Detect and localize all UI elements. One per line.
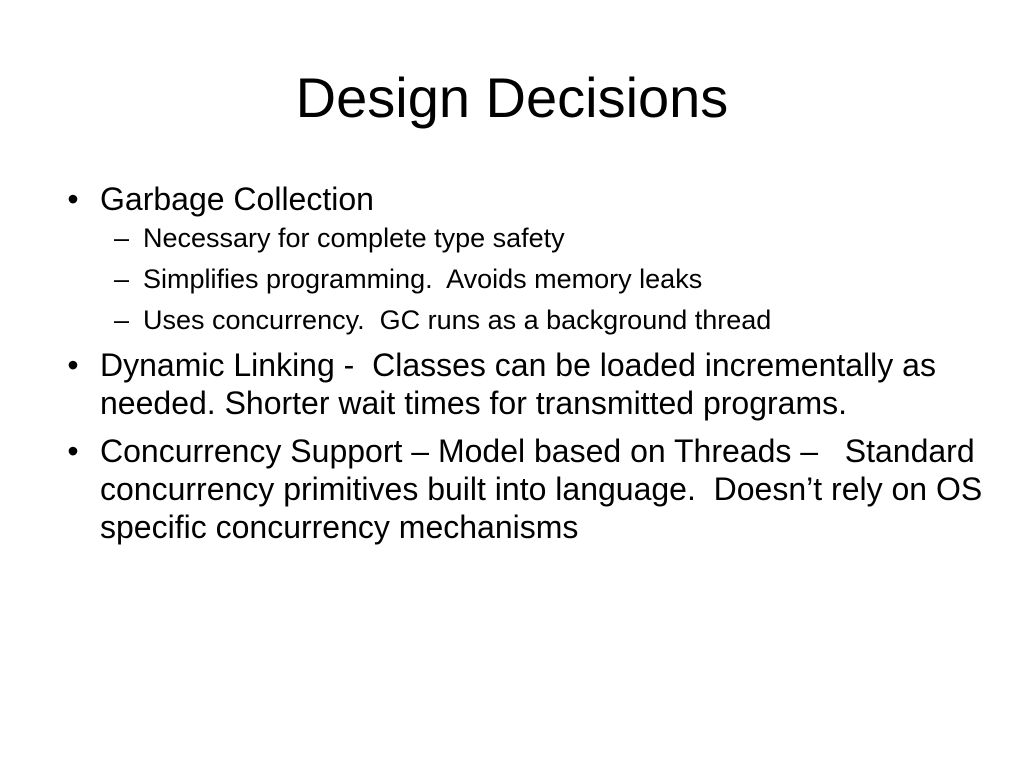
bullet-marker: •: [67, 181, 79, 217]
sub-bullet-item: [100, 263, 988, 295]
sub-bullet-marker: –: [114, 223, 130, 253]
bullet-text: Dynamic Linking - Classes can be loaded incrementally as needed. Shorter wait times for transmitted programs.: [100, 347, 945, 421]
bullet-list: [58, 180, 992, 556]
bullet-marker: •: [67, 347, 79, 383]
bullet-marker: •: [67, 433, 79, 469]
bullet-item-concurrency-support: [58, 432, 992, 546]
sub-bullet-text: Necessary for complete type safety: [143, 223, 565, 253]
bullet-text: Concurrency Support – Model based on Threads – Standard concurrency primitives built into language. Doesn’t rely on OS specific concurrency mechanisms: [100, 433, 992, 545]
slide-title: Design Decisions: [295, 66, 729, 129]
sub-bullet-item: [100, 304, 988, 336]
sub-bullet-list: [100, 222, 988, 336]
sub-bullet-text: Uses concurrency. GC runs as a background thread: [143, 305, 772, 335]
sub-bullet-text: Simplifies programming. Avoids memory leaks: [143, 264, 703, 294]
sub-bullet-item: [100, 222, 988, 254]
sub-bullet-marker: –: [114, 264, 130, 294]
bullet-item-garbage-collection: [58, 180, 988, 336]
bullet-text: Garbage Collection: [100, 181, 374, 217]
bullet-item-dynamic-linking: [58, 346, 988, 422]
sub-bullet-marker: –: [114, 305, 130, 335]
